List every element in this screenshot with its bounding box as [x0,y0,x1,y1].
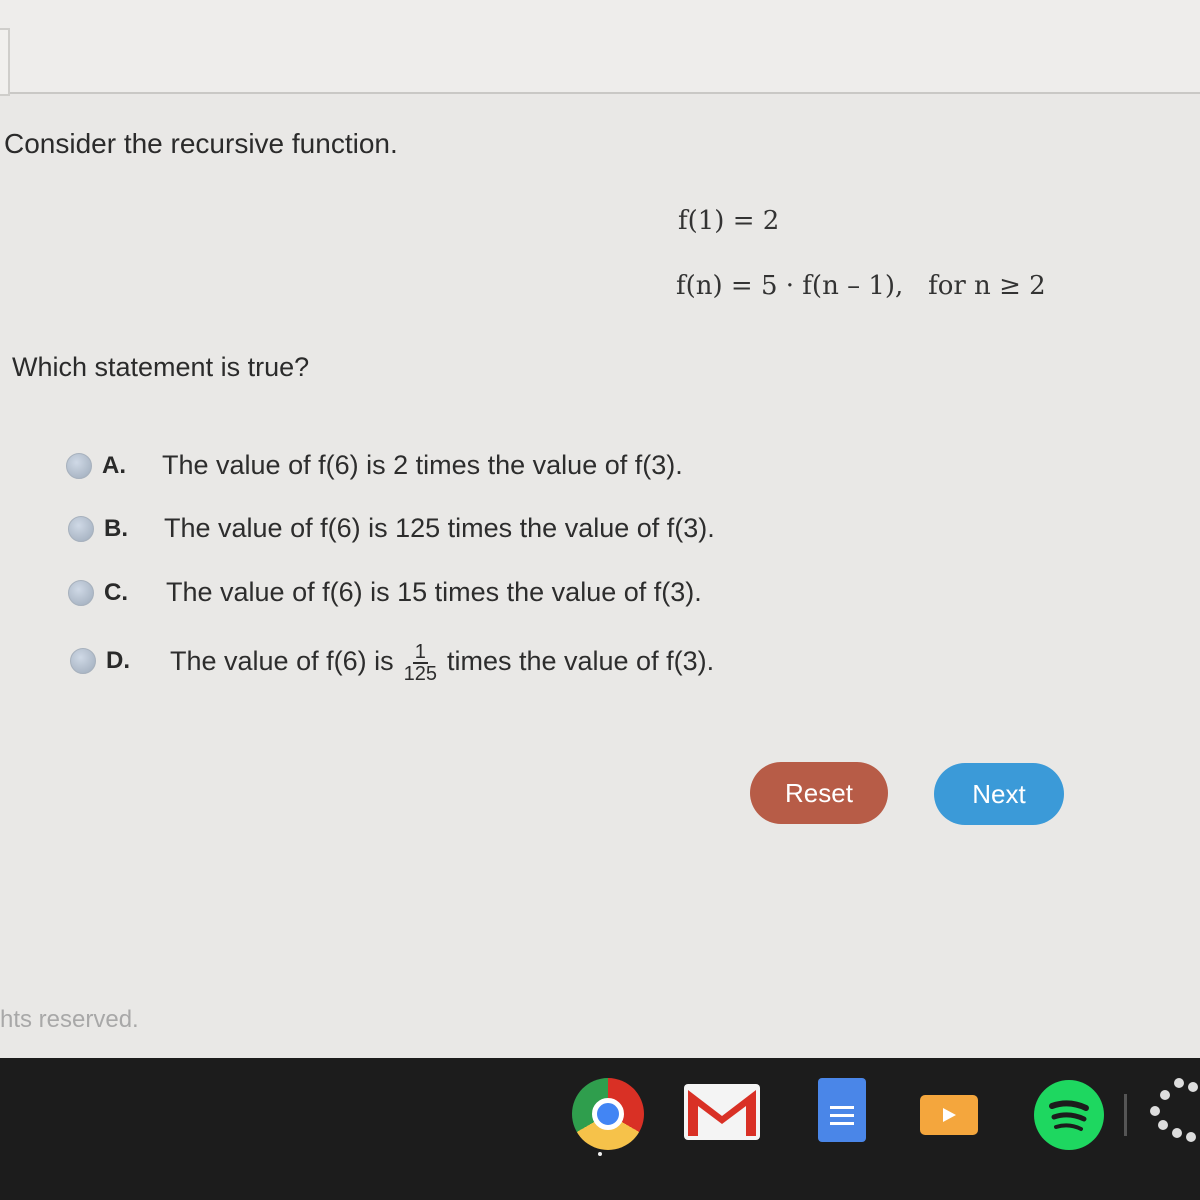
active-app-indicator [598,1152,602,1156]
formula-recursive-case: f(n) = 5 · f(n – 1), for n ≥ 2 [676,271,1046,301]
reset-button[interactable]: Reset [750,762,888,824]
radio-button[interactable] [66,453,92,479]
choice-letter: B. [104,514,128,542]
question-prompt: Consider the recursive function. [4,128,398,159]
radio-button[interactable] [70,648,96,674]
chrome-icon[interactable] [572,1078,644,1150]
choice-text: The value of f(6) is 15 times the value of f(3). [166,577,702,607]
choice-letter: C. [104,578,128,606]
spotify-icon[interactable] [1034,1080,1104,1150]
choice-a[interactable] [66,450,683,481]
choice-letter: D. [106,647,130,674]
choice-text-after: times the value of f(3). [446,645,715,676]
fraction-numerator: 1 [414,641,426,663]
next-button[interactable]: Next [934,763,1064,825]
header-bar [0,0,1200,94]
choice-c[interactable] [68,577,702,608]
fraction-denominator: 125 [403,663,437,685]
header-box [0,28,10,96]
choice-b[interactable] [68,513,715,544]
radio-button[interactable] [68,516,94,542]
question-ask: Which statement is true? [12,352,310,382]
fraction [404,642,437,684]
launcher-dots-icon[interactable] [1140,1072,1200,1152]
slides-icon[interactable] [920,1095,978,1135]
choice-text: The value of f(6) is 2 times the value of f(3). [162,450,683,480]
docs-icon[interactable] [818,1078,866,1142]
copyright-footer: hts reserved. [0,1006,139,1033]
chrome-center [592,1098,624,1130]
choice-text-before: The value of f(6) is [170,645,394,676]
choice-d[interactable] [70,640,715,685]
choice-text: The value of f(6) is 125 times the value of f(3). [164,513,715,543]
formula-base-case: f(1) = 2 [678,206,780,236]
choice-letter: A. [102,451,126,479]
shelf-divider [1124,1094,1127,1136]
radio-button[interactable] [68,580,94,606]
gmail-icon[interactable] [684,1084,760,1140]
